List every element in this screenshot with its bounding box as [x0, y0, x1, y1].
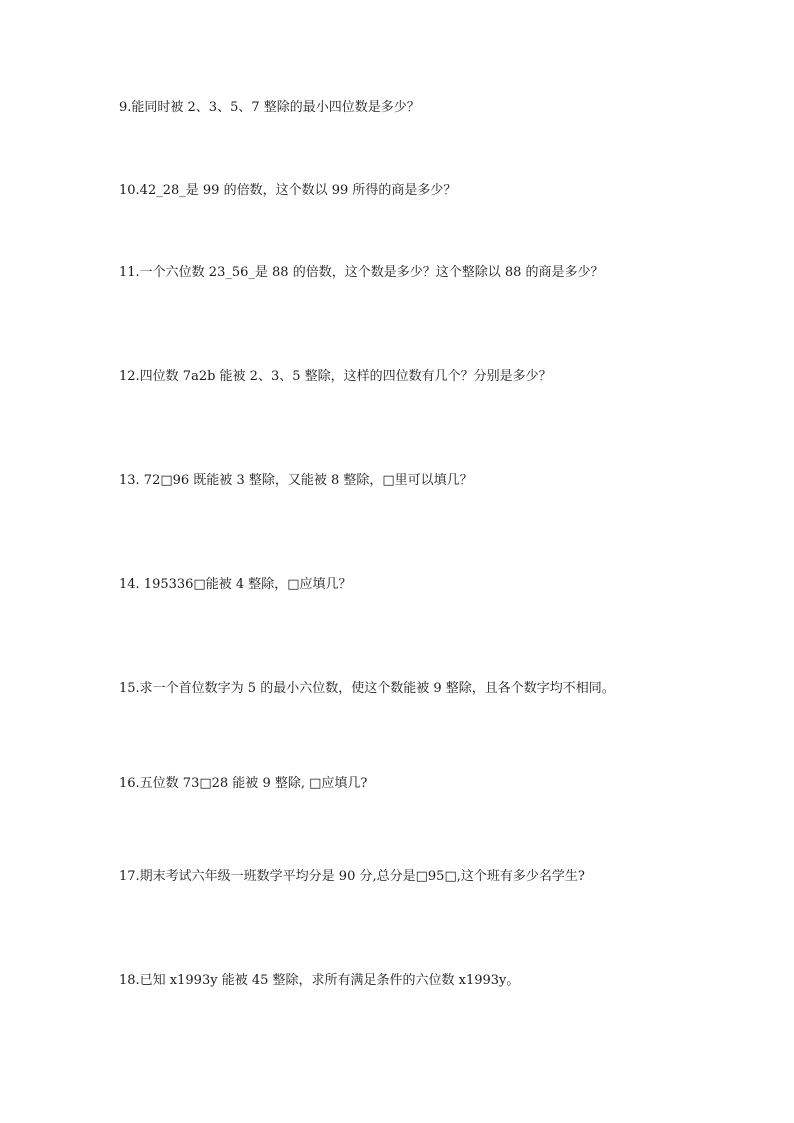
problem-10: 10.42_28_是 99 的倍数，这个数以 99 所得的商是多少？: [119, 183, 457, 198]
problem-14: 14. 195336□能被 4 整除，□应填几？: [119, 577, 352, 592]
problem-9: 9.能同时被 2、3、5、7 整除的最小四位数是多少？: [119, 100, 420, 115]
problem-15: 15.求一个首位数字为 5 的最小六位数，使这个数能被 9 整除，且各个数字均不相同。: [119, 681, 615, 696]
problem-18: 18.已知 x1993y 能被 45 整除，求所有满足条件的六位数 x1993y。: [119, 973, 520, 988]
problem-13: 13. 72□96 既能被 3 整除，又能被 8 整除，□里可以填几？: [119, 473, 473, 488]
problem-11: 11.一个六位数 23_56_是 88 的倍数，这个数是多少？这个整除以 88 的商是多少？: [119, 265, 604, 280]
problem-16: 16.五位数 73□28 能被 9 整除, □应填几?: [119, 776, 368, 791]
problem-17: 17.期末考试六年级一班数学平均分是 90 分,总分是□95□,这个班有多少名学生?: [119, 869, 585, 884]
problem-12: 12.四位数 7a2b 能被 2、3、5 整除，这样的四位数有几个？分别是多少？: [119, 369, 552, 384]
